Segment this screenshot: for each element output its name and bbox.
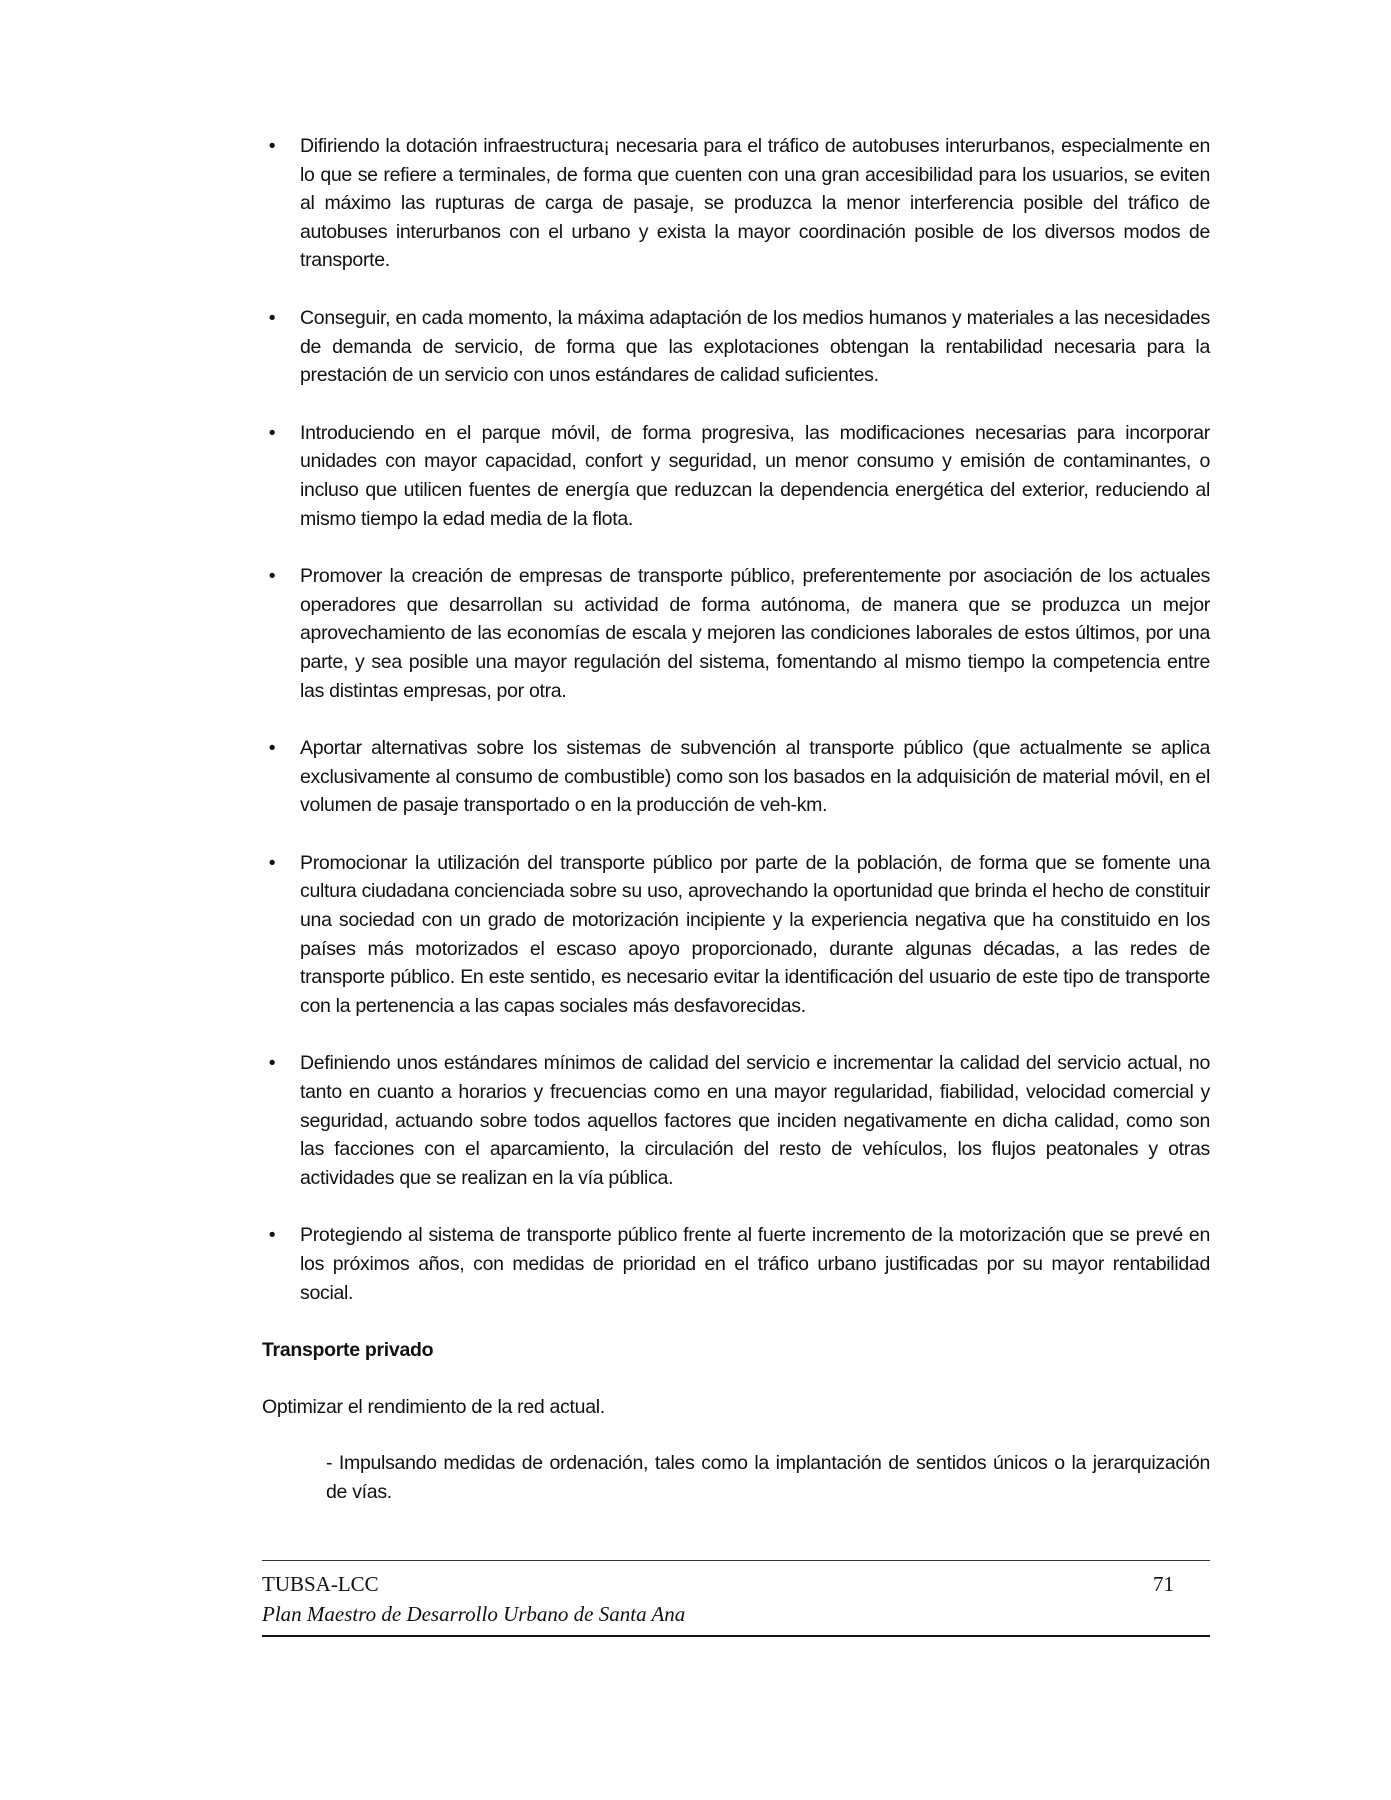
list-item-text: Introduciendo en el parque móvil, de forma progresiva, las modificaciones necesarias para incorporar unidades con mayor capacidad, confort y seguridad, un menor consumo y emisión de contaminantes, o incluso que utilicen fuentes de energía que reduzcan la dependencia energética del exterior, reduciendo al mismo tiempo la edad media de la flota. — [300, 421, 1210, 530]
bullet-icon: • — [268, 851, 276, 874]
footer-divider-bottom — [262, 1635, 1210, 1637]
list-item — [262, 132, 1210, 275]
bullet-icon: • — [268, 421, 276, 444]
bullet-list — [262, 132, 1210, 1307]
list-item — [262, 419, 1210, 533]
dash-list-item: - Impulsando medidas de ordenación, tales como la implantación de sentidos únicos o la jerarquización de vías. — [326, 1452, 1210, 1503]
footer-row — [262, 1569, 1210, 1599]
list-item-text: Conseguir, en cada momento, la máxima adaptación de los medios humanos y materiales a las necesidades de demanda de servicio, de forma que las explotaciones obtengan la rentabilidad necesaria para la prestación de un servicio con unos estándares de calidad suficientes. — [300, 306, 1210, 387]
bullet-icon: • — [268, 306, 276, 329]
bullet-icon: • — [268, 737, 276, 760]
bullet-icon: • — [268, 1224, 276, 1247]
section-heading: Transporte privado — [262, 1339, 434, 1362]
list-item — [262, 1221, 1210, 1307]
list-item — [262, 1049, 1210, 1192]
list-item — [262, 734, 1210, 820]
footer-organization: TUBSA-LCC — [262, 1572, 379, 1596]
list-item — [262, 304, 1210, 390]
list-item-text: Difiriendo la dotación infraestructura¡ necesaria para el tráfico de autobuses interurbanos, especialmente en lo que se refiere a terminales, de forma que cuenten con una gran accesibilidad para los usuarios, se eviten al máximo las rupturas de carga de pasaje, se produzca la menor interferencia posible del tráfico de autobuses interurbanos con el urbano y exista la mayor coordinación posible de los diversos modos de transporte. — [300, 135, 1210, 272]
bullet-icon: • — [268, 135, 276, 157]
list-item — [262, 562, 1210, 705]
document-body — [262, 132, 1210, 1507]
bullet-icon: • — [268, 565, 276, 588]
bullet-icon: • — [268, 1052, 276, 1075]
list-item-text: Promocionar la utilización del transporte público por parte de la población, de forma que se fomente una cultura ciudadana concienciada sobre su uso, aprovechando la oportunidad que brinda el hecho de constituir una sociedad con un grado de motorización incipiente y la experiencia negativa que ha constituido en los países más motorizados el escaso apoyo proporcionado, durante algunas décadas, a las redes de transporte público. En este sentido, es necesario evitar la identificación del usuario de este tipo de transporte con la pertenencia a las capas sociales más desfavorecidas. — [300, 851, 1210, 1017]
list-item-text: Promover la creación de empresas de transporte público, preferentemente por asociación de los actuales operadores que desarrollan su actividad de forma autónoma, de manera que se produzca un mejor aprovechamiento de las economías de escala y mejoren las condiciones laborales de estos últimos, por una parte, y sea posible una mayor regulación del sistema, fomentando al mismo tiempo la competencia entre las distintas empresas, por otra. — [300, 565, 1210, 702]
footer-document-title: Plan Maestro de Desarrollo Urbano de Santa Ana — [262, 1602, 686, 1626]
page-number: 71 — [1153, 1572, 1174, 1596]
list-item — [262, 849, 1210, 1021]
list-item-text: Definiendo unos estándares mínimos de calidad del servicio e incrementar la calidad del servicio actual, no tanto en cuanto a horarios y frecuencias como en una mayor regularidad, fiabilidad, velocidad comercial y seguridad, actuando sobre todos aquellos factores que inciden negativamente en dicha calidad, como son las facciones con el aparcamiento, la circulación del resto de vehículos, los flujos peatonales y otras actividades que se realizan en la vía pública. — [300, 1052, 1210, 1189]
section-intro: Optimizar el rendimiento de la red actual. — [262, 1395, 605, 1418]
list-item-text: Aportar alternativas sobre los sistemas de subvención al transporte público (que actualmente se aplica exclusivamente al consumo de combustible) como son los basados en la adquisición de material móvil, en el volumen de pasaje transportado o en la producción de veh-km. — [300, 737, 1210, 817]
list-item-text: Protegiendo al sistema de transporte público frente al fuerte incremento de la motorización que se prevé en los próximos años, con medidas de prioridad en el tráfico urbano justificadas por su mayor rentabilidad social. — [300, 1224, 1210, 1304]
page-footer — [262, 1560, 1210, 1637]
footer-divider-top — [262, 1560, 1210, 1561]
